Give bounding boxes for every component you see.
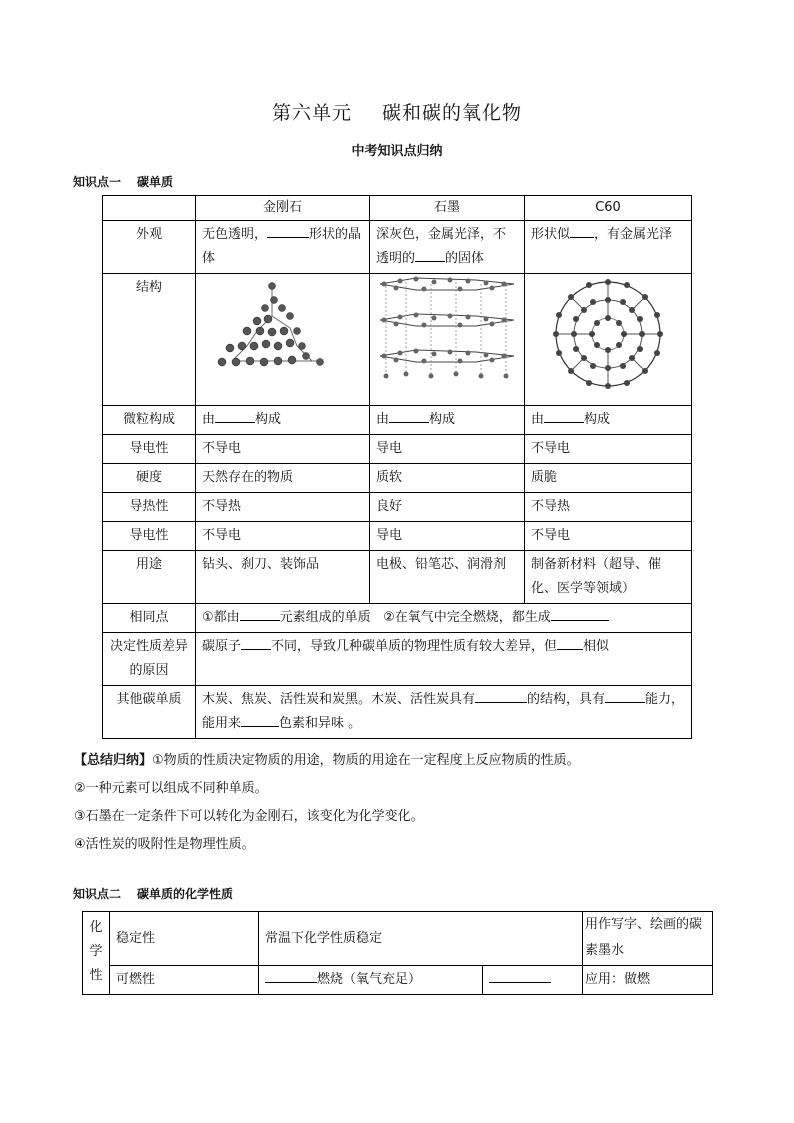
c60-fullerene-icon (531, 276, 686, 394)
section2-heading: 知识点二 碳单质的化学性质 (73, 887, 234, 901)
side-label: 化 学 性 (83, 912, 110, 995)
cell-diamond: 钻头、刹刀、装饰品 (196, 551, 370, 604)
diamond-structure-image (196, 274, 370, 406)
row-heat-conduction (103, 493, 692, 522)
row-label: 硬度 (103, 464, 196, 493)
stability-label: 稳定性 (110, 912, 259, 966)
col-header-diamond: 金刚石 (196, 196, 370, 221)
row-appearance (103, 221, 692, 274)
stability-desc: 常温下化学性质稳定 (259, 912, 583, 966)
row-conductivity (103, 435, 692, 464)
summary-block (74, 747, 764, 859)
cell-graphite: 电极、铅笔芯、润滑剂 (370, 551, 525, 604)
row-label: 导电性 (103, 435, 196, 464)
c60-structure-image (525, 274, 692, 406)
cell-c60: 不导热 (525, 493, 692, 522)
row-label: 其他碳单质 (103, 686, 196, 739)
row-similarities (103, 604, 692, 633)
row-label: 相同点 (103, 604, 196, 633)
row-structure (103, 274, 692, 406)
stability-application: 用作写字、绘画的碳素墨水 (583, 912, 713, 966)
cell-graphite: 由 构成 (370, 406, 525, 435)
row-difference-reason (103, 633, 692, 686)
summary-line-4: ④活性炭的吸附性是物理性质。 (74, 837, 255, 852)
cell-graphite: 深灰色，金属光泽，不透明的 的固体 (370, 221, 525, 274)
cell-c60: 由 构成 (525, 406, 692, 435)
row-label: 用途 (103, 551, 196, 604)
cell-graphite: 良好 (370, 493, 525, 522)
cell-c60: 形状似 ，有金属光泽 (525, 221, 692, 274)
chemical-properties-table (82, 911, 713, 995)
graphite-layers-icon (376, 276, 519, 394)
col-header-graphite: 石墨 (370, 196, 525, 221)
row-combustibility (83, 966, 713, 995)
carbon-elements-table (102, 195, 692, 739)
header-empty (103, 196, 196, 221)
cell-difference-reason: 碳原子 不同，导致几种碳单质的物理性质有较大差异，但 相似 (196, 633, 692, 686)
row-conductivity-2 (103, 522, 692, 551)
cell-graphite: 导电 (370, 522, 525, 551)
section1-heading: 知识点一 碳单质 (73, 175, 174, 189)
page-title: 第六单元 碳和碳的氧化物 (271, 102, 523, 124)
cell-c60: 制备新材料（超导、催化、医学等领域） (525, 551, 692, 604)
cell-diamond: 不导电 (196, 522, 370, 551)
combustibility-desc: 燃烧（氧气充足） (259, 966, 483, 995)
cell-c60: 不导电 (525, 435, 692, 464)
combustibility-label: 可燃性 (110, 966, 259, 995)
row-label: 导热性 (103, 493, 196, 522)
cell-other-carbon: 木炭、焦炭、活性炭和炭黑。木炭、活性炭具有 的结构，具有 能力，能用来 色素和异味 。 (196, 686, 692, 739)
cell-similarities: ①都由 元素组成的单质 ②在氧气中完全燃烧，都生成 (196, 604, 692, 633)
summary-line-3: ③石墨在一定条件下可以转化为金刚石，该变化为化学变化。 (74, 809, 424, 824)
row-uses (103, 551, 692, 604)
cell-graphite: 导电 (370, 435, 525, 464)
cell-c60: 不导电 (525, 522, 692, 551)
row-label: 导电性 (103, 522, 196, 551)
row-other-carbon (103, 686, 692, 739)
cell-diamond: 不导电 (196, 435, 370, 464)
page-subtitle: 中考知识点归纳 (351, 144, 443, 159)
row-particles (103, 406, 692, 435)
combustibility-application: 应用：做燃 (583, 966, 713, 995)
summary-line-2: ②一种元素可以组成不同种单质。 (74, 781, 268, 796)
row-hardness (103, 464, 692, 493)
cell-diamond: 天然存在的物质 (196, 464, 370, 493)
cell-graphite: 质软 (370, 464, 525, 493)
row-stability (83, 912, 713, 966)
row-label: 外观 (103, 221, 196, 274)
graphite-structure-image (370, 274, 525, 406)
summary-line-1: 【总结归纳】①物质的性质决定物质的用途，物质的用途在一定程度上反应物质的性质。 (74, 753, 580, 768)
combustibility-blank (483, 966, 583, 995)
cell-c60: 质脆 (525, 464, 692, 493)
diamond-lattice-icon (202, 276, 362, 394)
cell-diamond: 不导热 (196, 493, 370, 522)
row-label: 决定性质差异的原因 (103, 633, 196, 686)
col-header-c60: C60 (525, 196, 692, 221)
cell-diamond: 由 构成 (196, 406, 370, 435)
cell-diamond: 无色透明， 形状的晶体 (196, 221, 370, 274)
row-label: 微粒构成 (103, 406, 196, 435)
row-label: 结构 (103, 274, 196, 406)
